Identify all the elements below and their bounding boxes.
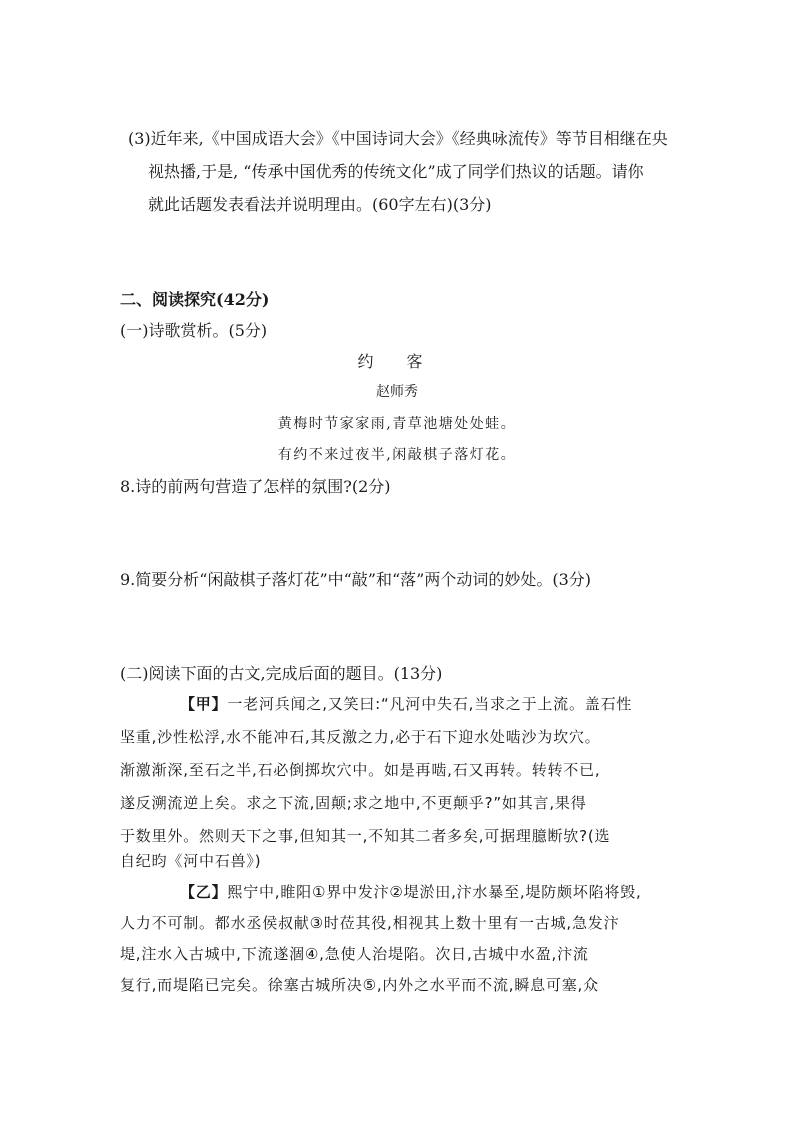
passage-jia-line-5: 于数里外。然则天下之事,但知其一,不知其二者多矣,可据理臆断欤?(选 <box>120 827 611 845</box>
poem-line-1: 黄梅时节家家雨,青草池塘处处蛙。 <box>277 416 517 432</box>
passage-yi-line-4: 复行,而堤陷已完矣。徐塞古城所决⑤,内外之水平而不流,瞬息可塞,众 <box>120 976 599 994</box>
section-2-heading: 二、阅读探究(42分) <box>120 290 270 309</box>
passage-jia-text-1: 一老河兵闻之,又笑曰:“凡河中失石,当求之于上流。盖石性 <box>227 695 633 713</box>
poem-line-2: 有约不来过夜半,闲敲棋子落灯花。 <box>277 447 517 463</box>
poem-title: 约 客 <box>357 352 437 371</box>
passage-jia-line-3: 渐激渐深,至石之半,石必倒掷坎穴中。如是再啮,石又再转。转转不已, <box>120 761 601 779</box>
passage-yi-tag: 【乙】 <box>180 883 228 901</box>
passage-jia-line-6: 自纪昀《河中石兽》) <box>120 852 262 870</box>
passage-yi-line-3: 堤,注水入古城中,下流遂涸④,急使人治堤陷。次日,古城中水盈,汴流 <box>120 945 589 963</box>
passage-yi-line-2: 人力不可制。都水丞侯叔献③时莅其役,相视其上数十里有一古城,急发汴 <box>120 914 620 932</box>
question-9: 9.简要分析“闲敲棋子落灯花”中“敲”和“落”两个动词的妙处。(3分) <box>120 570 592 589</box>
passage-yi-text-1: 熙宁中,睢阳①界中发汴②堤淤田,汴水暴至,堤防颇坏陷将毁, <box>227 883 642 901</box>
passage-yi-line-1 <box>180 881 642 903</box>
part-2-heading: (二)阅读下面的古文,完成后面的题目。(13分) <box>120 664 443 683</box>
passage-jia-line-4: 遂反溯流逆上矣。求之下流,固颠;求之地中,不更颠乎?”如其言,果得 <box>120 794 587 812</box>
passage-jia-line-2: 坚重,沙性松浮,水不能冲石,其反激之力,必于石下迎水处啮沙为坎穴。 <box>120 728 601 746</box>
question-3-line-1: (3)近年来,《中国成语大会》《中国诗词大会》《经典咏流传》等节目相继在央 <box>128 129 668 148</box>
poem-author: 赵师秀 <box>376 384 418 400</box>
passage-jia-line-1 <box>180 693 632 715</box>
passage-jia-tag: 【甲】 <box>180 695 228 713</box>
question-3-line-2: 视热播,于是, “传承中国优秀的传统文化”成了同学们热议的话题。请你 <box>148 162 644 181</box>
question-8: 8.诗的前两句营造了怎样的氛围?(2分) <box>120 477 391 496</box>
part-1-heading: (一)诗歌赏析。(5分) <box>120 321 268 340</box>
question-3-line-3: 就此话题发表看法并说明理由。(60字左右)(3分) <box>148 195 492 214</box>
